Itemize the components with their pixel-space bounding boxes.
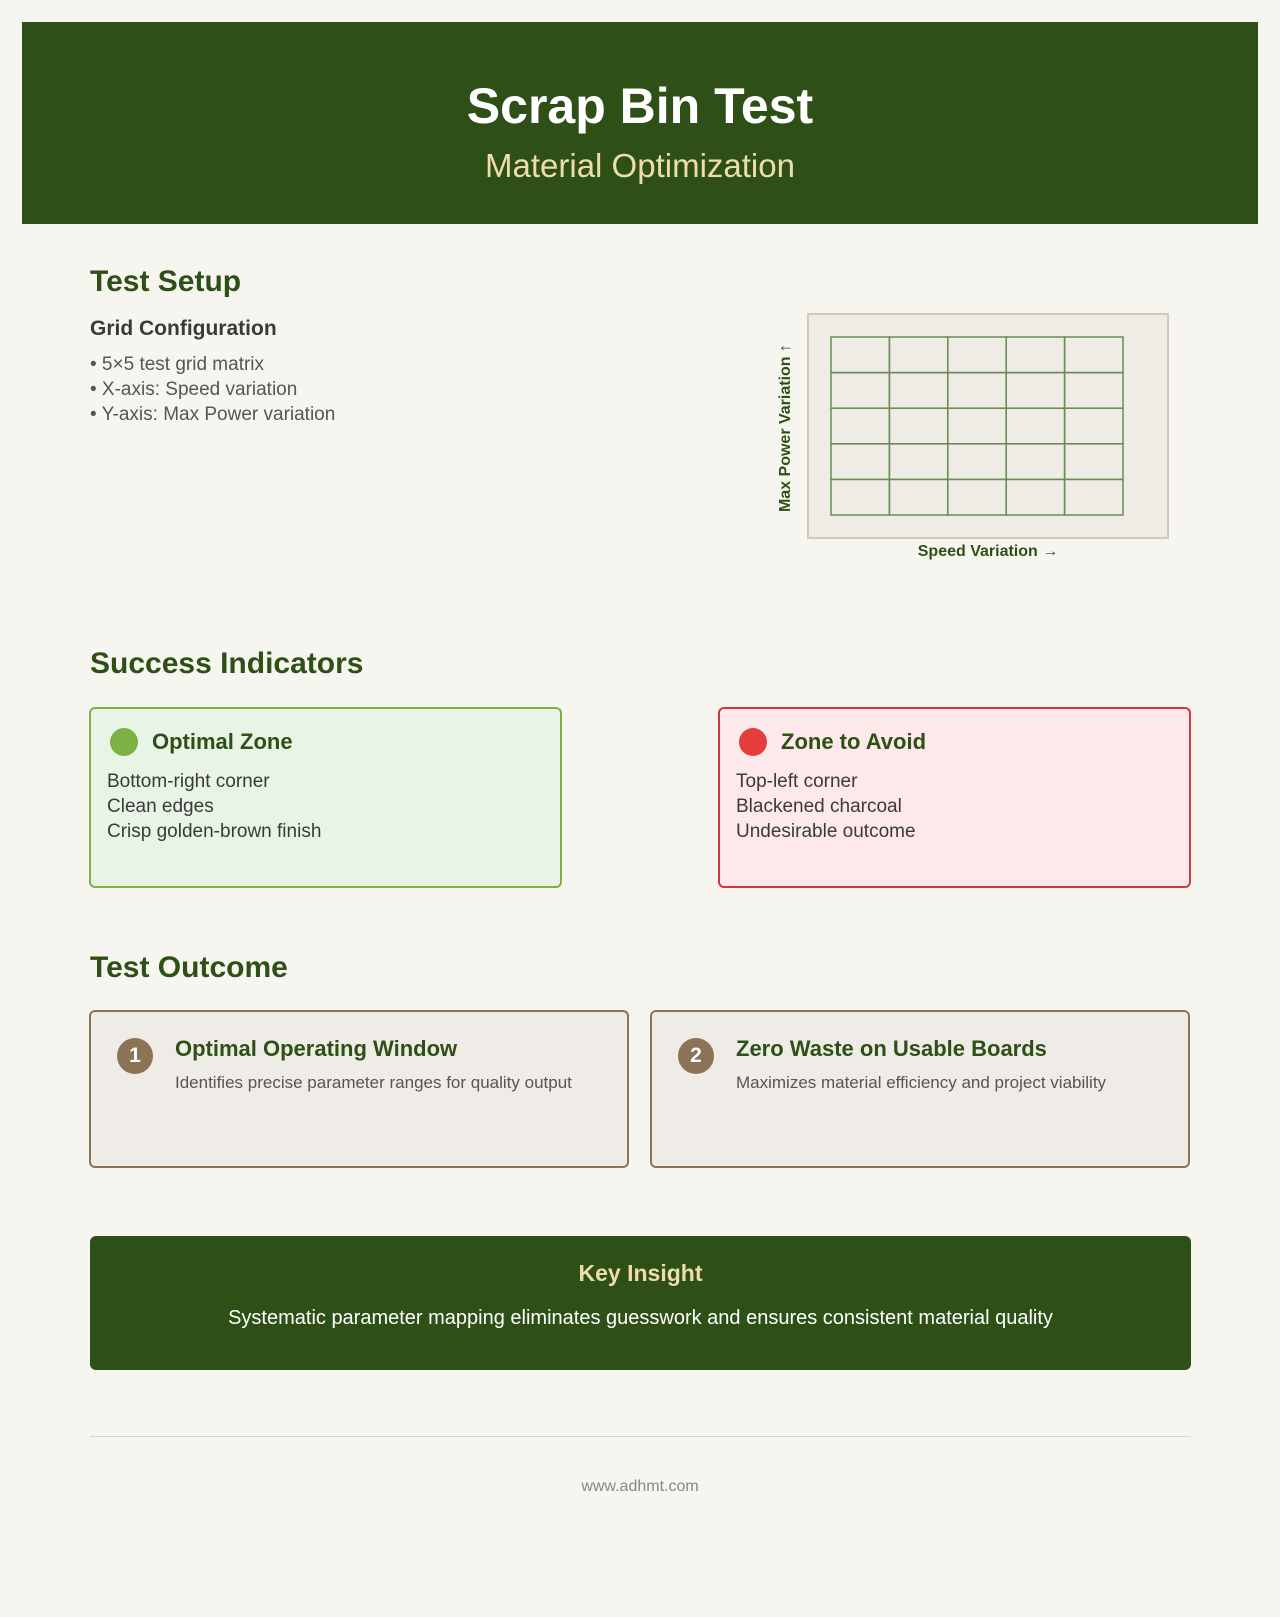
grid-cell <box>889 444 947 480</box>
outcome-description: Maximizes material efficiency and project viability <box>736 1073 1107 1092</box>
key-insight-banner <box>90 1236 1191 1370</box>
grid-cell <box>831 408 889 444</box>
key-insight-text: Systematic parameter mapping eliminates guesswork and ensures consistent material quality <box>228 1307 1053 1329</box>
list-item: Top-left corner <box>736 771 858 792</box>
avoid-zone-card <box>718 707 1191 888</box>
avoid-zone-title: Zone to Avoid <box>781 729 927 754</box>
test-setup-heading: Test Setup <box>90 265 242 298</box>
grid-cell <box>948 479 1006 515</box>
number-badge: 1 <box>117 1038 153 1074</box>
footer-url: www.adhmt.com <box>581 1478 699 1495</box>
grid-cell <box>831 337 889 373</box>
number-badge: 2 <box>678 1038 714 1074</box>
page-title: Scrap Bin Test <box>466 78 814 134</box>
x-axis-label: Speed Variation → <box>917 543 1059 560</box>
grid-cell <box>831 444 889 480</box>
grid-cell <box>1006 479 1064 515</box>
grid-cell <box>1065 408 1123 444</box>
green-dot-icon <box>110 728 138 756</box>
grid-cell <box>1065 444 1123 480</box>
grid-cell <box>1065 373 1123 409</box>
grid-cell <box>889 373 947 409</box>
optimal-zone-list <box>107 769 321 844</box>
page-subtitle: Material Optimization <box>485 147 795 184</box>
list-item: • X-axis: Speed variation <box>90 379 298 400</box>
grid-cell <box>948 408 1006 444</box>
list-item: Blackened charcoal <box>736 796 902 817</box>
grid-cell <box>1065 337 1123 373</box>
outcome-title: Optimal Operating Window <box>175 1036 458 1061</box>
list-item: Bottom-right corner <box>107 771 270 792</box>
grid-configuration-list <box>90 352 335 427</box>
grid-cell <box>831 373 889 409</box>
optimal-zone-title: Optimal Zone <box>152 729 293 754</box>
red-dot-icon <box>739 728 767 756</box>
grid-cell <box>1006 408 1064 444</box>
list-item: • 5×5 test grid matrix <box>90 354 265 375</box>
outcome-title: Zero Waste on Usable Boards <box>736 1036 1047 1061</box>
grid-cell <box>889 337 947 373</box>
optimal-zone-card <box>89 707 562 888</box>
grid-configuration-heading: Grid Configuration <box>90 317 277 340</box>
page-header <box>22 22 1258 224</box>
grid-cell <box>1006 444 1064 480</box>
grid-cell <box>1006 373 1064 409</box>
list-item: Clean edges <box>107 796 214 817</box>
avoid-zone-list <box>736 769 916 844</box>
grid-cell <box>1065 479 1123 515</box>
grid-cell <box>948 337 1006 373</box>
grid-cell <box>889 408 947 444</box>
key-insight-title: Key Insight <box>578 1260 703 1286</box>
grid-cell <box>948 444 1006 480</box>
success-indicators-heading: Success Indicators <box>90 647 364 680</box>
test-grid-diagram <box>807 313 1169 539</box>
test-grid <box>830 336 1124 516</box>
grid-cell <box>1006 337 1064 373</box>
grid-cell <box>889 479 947 515</box>
outcome-card-2 <box>650 1010 1190 1168</box>
y-axis-label: Max Power Variation ↑ <box>777 343 794 513</box>
test-outcome-heading: Test Outcome <box>90 951 288 984</box>
list-item: Crisp golden-brown finish <box>107 821 322 842</box>
footer-divider <box>90 1436 1191 1437</box>
outcome-card-1 <box>89 1010 629 1168</box>
list-item: Undesirable outcome <box>736 821 916 842</box>
grid-cell <box>948 373 1006 409</box>
grid-cell <box>831 479 889 515</box>
outcome-description: Identifies precise parameter ranges for quality output <box>175 1073 572 1092</box>
list-item: • Y-axis: Max Power variation <box>90 404 336 425</box>
